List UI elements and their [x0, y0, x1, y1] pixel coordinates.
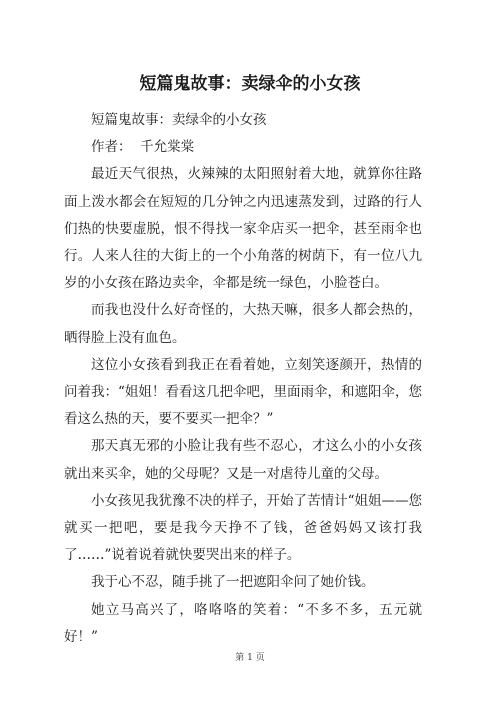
paragraph: 那天真无邪的小脸让我有些不忍心，才这么小的小女孩就出来买伞，她的父母呢？又是一对虐待儿童的父母。 [64, 438, 422, 482]
paragraph: 我于心不忍，随手挑了一把遮阳伞问了她价钱。 [91, 574, 375, 591]
author-line: 作者： 千允棠棠 [91, 139, 195, 156]
subtitle: 短篇鬼故事：卖绿伞的小女孩 [91, 112, 267, 128]
page-title: 短篇鬼故事：卖绿伞的小女孩 [139, 74, 361, 94]
page-number: 第 1 页 [235, 653, 265, 663]
paragraph: 她立马高兴了，咯咯咯的笑着：“不多不多，五元就好！” [64, 601, 422, 645]
paragraph: 而我也没什么好奇怪的，大热天嘛，很多人都会热的，晒得脸上没有血色。 [64, 302, 422, 346]
paragraph: 这位小女孩看到我正在看着她，立刻笑逐颜开，热情的问着我：“姐姐！看看这几把伞吧，里面雨伞，和遮阳伞，您看这么热的天，要不要买一把伞？” [64, 356, 422, 428]
paragraph: 最近天气很热，火辣辣的太阳照射着大地，就算你往路面上泼水都会在短短的几分钟之内迅速蒸发到，过路的行人们热的快要虚脱，恨不得找一家伞店买一把伞，甚至雨伞也行。人来人往的大街上的一个小角落的树荫下，有一位八九岁的小女孩在路边卖伞，伞都是统一绿色，小脸苍白。 [64, 166, 422, 292]
document-body [64, 107, 422, 651]
paragraph: 小女孩见我犹豫不决的样子，开始了苦情计“姐姐——您就买一把吧，要是我今天挣不了钱，爸爸妈妈又该打我了……”说着说着就快要哭出来的样子。 [64, 492, 422, 564]
